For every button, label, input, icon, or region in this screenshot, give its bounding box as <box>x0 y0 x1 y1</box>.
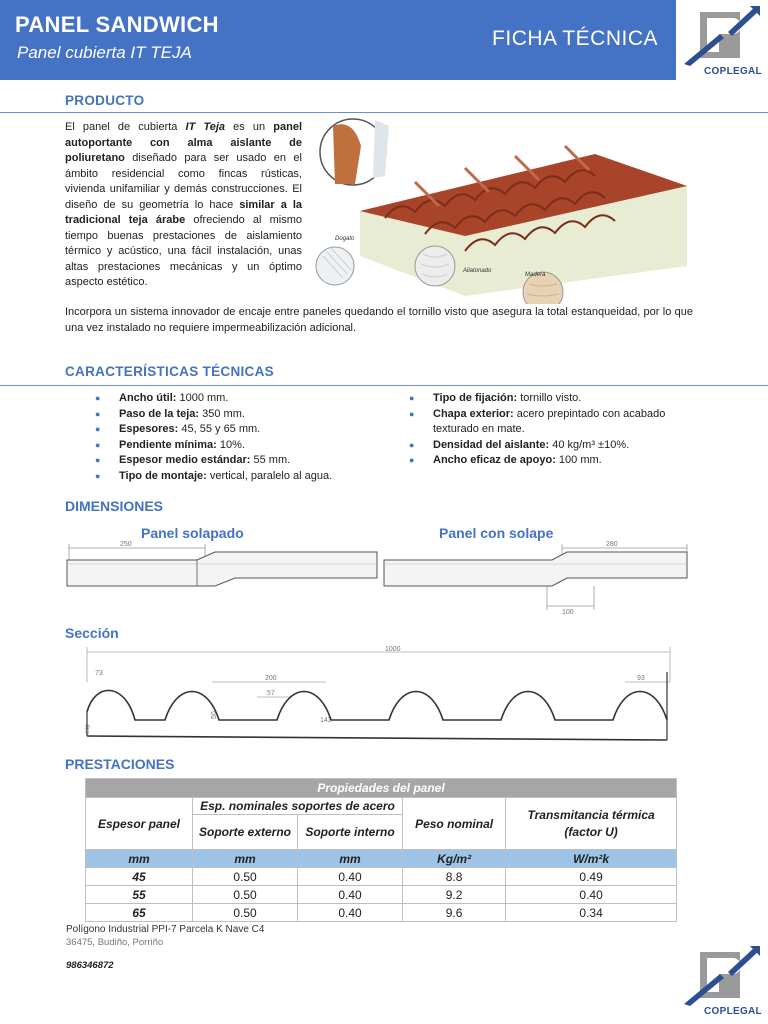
producto-heading: PRODUCTO <box>65 93 145 108</box>
header-esp-nominales: Esp. nominales soportes de acero <box>193 798 403 815</box>
producto-text-segment: es un <box>225 121 274 133</box>
caracteristicas-list-left <box>95 391 385 485</box>
caracteristica-item <box>95 422 385 438</box>
caracteristica-value: acero prepintado con acabado texturado en mate. <box>433 407 666 436</box>
bullet-icon: ● <box>95 455 101 466</box>
unit-cell: mm <box>193 850 298 868</box>
coplegal-logo-bottom <box>680 944 764 1020</box>
caracteristica-label: Densidad del aislante: <box>433 438 550 451</box>
panel-con-solape-drawing <box>382 538 692 616</box>
caracteristica-value: 1000 mm. <box>176 392 229 404</box>
table-title: Propiedades del panel <box>86 779 677 798</box>
table-cell: 0.40 <box>298 886 403 904</box>
panel-solapado-drawing <box>65 538 381 616</box>
table-cell: 0.50 <box>193 904 298 922</box>
dim-93: 93 <box>637 675 645 682</box>
producto-text-segment: ofreciendo al mismo tiempo buenas prestaciones de aislamiento térmico y acústico, una fácil instalación, unas altas prestaciones mecánicas y un óptimo aspecto estético. <box>65 214 302 288</box>
coplegal-logo-icon <box>680 4 764 68</box>
prestaciones-table <box>85 778 677 922</box>
caracteristica-label: Ancho eficaz de apoyo: <box>433 454 556 467</box>
producto-text-segment: IT Teja <box>185 121 226 133</box>
bullet-icon: ● <box>95 408 101 419</box>
panel-solapado-title: Panel solapado <box>141 525 244 541</box>
table-row <box>86 886 677 904</box>
caracteristica-label: Paso de la teja: <box>119 407 200 420</box>
caracteristica-value: tornillo visto. <box>517 392 582 404</box>
dim-100: 100 <box>562 609 574 616</box>
unit-cell: mm <box>86 850 193 868</box>
section-rule <box>0 385 768 386</box>
coplegal-logo-icon <box>680 944 764 1008</box>
logo-wordmark: COPLEGAL <box>704 66 762 77</box>
caracteristica-label: Espesor medio estándar: <box>119 454 251 467</box>
header-bar <box>0 0 676 80</box>
bullet-icon: ● <box>95 393 101 403</box>
table-cell: 45 <box>86 868 193 886</box>
dimensiones-heading: DIMENSIONES <box>65 498 164 514</box>
caracteristica-label: Tipo de fijación: <box>433 392 518 404</box>
producto-text-segment: panel autoportante con alma aislante de poliuretano <box>65 121 302 164</box>
caracteristica-item <box>95 453 385 469</box>
unit-cell: Kg/m² <box>403 850 506 868</box>
producto-encaje-text: Incorpora un sistema innovador de encaje entre paneles quedando el tornillo visto que asegura la total estanqueidad, por lo que una vez instalado no requiere impermeabilización adicional. <box>65 306 693 334</box>
caracteristica-label: Tipo de montaje: <box>119 469 207 482</box>
panel-con-solape-title: Panel con solape <box>439 525 554 541</box>
table-cell: 0.40 <box>298 868 403 886</box>
header-espesor-panel: Espesor panel <box>86 798 193 850</box>
bullet-icon: ● <box>95 424 101 435</box>
caracteristica-label: Chapa exterior: <box>433 407 514 420</box>
label-aliatonado: Aliatonado <box>463 268 492 274</box>
table-row <box>86 904 677 922</box>
caracteristica-item <box>409 438 694 454</box>
caracteristica-label: Espesores: <box>119 423 179 436</box>
header-soporte-externo: Soporte externo <box>193 815 298 850</box>
table-cell: 0.50 <box>193 868 298 886</box>
document-subtitle: Panel cubierta IT TEJA <box>17 43 192 62</box>
header-peso-nominal: Peso nominal <box>403 798 506 850</box>
dim-57: 57 <box>267 690 275 697</box>
label-madera: Madera <box>525 272 546 278</box>
bullet-icon: ● <box>95 470 101 481</box>
units-row <box>86 850 677 868</box>
table-cell: 0.49 <box>506 868 677 886</box>
producto-description <box>65 120 302 291</box>
producto-text-segment: similar a la tradicional teja árabe <box>65 198 302 226</box>
table-cell: 65 <box>86 904 193 922</box>
header-soporte-interno: Soporte interno <box>298 815 403 850</box>
caracteristica-item <box>95 438 385 454</box>
bullet-icon: ● <box>409 455 415 466</box>
seccion-heading: Sección <box>65 625 119 641</box>
caracteristica-item <box>95 469 385 485</box>
caracteristica-value: 40 kg/m³ ±10%. <box>549 438 630 451</box>
caracteristica-item <box>409 391 694 407</box>
caracteristica-value: 55 mm. <box>250 454 291 467</box>
table-cell: 55 <box>86 886 193 904</box>
caracteristica-value: 45, 55 y 65 mm. <box>178 423 261 436</box>
dim-esp: esp <box>85 724 91 734</box>
section-rule <box>0 112 768 113</box>
table-cell: 0.34 <box>506 904 677 922</box>
logo-wordmark: COPLEGAL <box>704 1006 762 1017</box>
producto-text-segment: El panel de cubierta <box>65 121 186 133</box>
bullet-icon: ● <box>409 408 415 419</box>
table-row <box>86 868 677 886</box>
header-transmitancia: Transmitancia térmica (factor U) <box>506 798 677 850</box>
label-dogato: Dogato <box>335 236 355 242</box>
table-cell: 8.8 <box>403 868 506 886</box>
dim-50: 50 <box>211 711 218 719</box>
bullet-icon: ● <box>95 439 101 450</box>
caracteristica-label: Ancho útil: <box>119 392 177 404</box>
table-cell: 0.40 <box>298 904 403 922</box>
coplegal-logo-top <box>680 4 764 80</box>
document-title: PANEL SANDWICH <box>15 12 219 37</box>
bullet-icon: ● <box>409 393 415 403</box>
unit-cell: W/m²k <box>506 850 677 868</box>
product-illustration <box>315 116 690 304</box>
caracteristicas-heading: CARACTERÍSTICAS TÉCNICAS <box>65 364 274 379</box>
seccion-drawing <box>65 642 693 747</box>
caracteristica-item <box>95 391 385 407</box>
footer-phone: 986346872 <box>66 960 114 971</box>
producto-text-segment: diseñado para ser usado en el ámbito residencial como fincas rústicas, vivienda unifamiliar y demás construcciones. El diseño de su geometría lo hace <box>65 152 302 211</box>
footer-address: Polígono Industrial PPI-7 Parcela K Nave C4 <box>66 924 265 935</box>
caracteristica-item <box>409 407 694 438</box>
caracteristica-value: 350 mm. <box>199 407 245 420</box>
unit-cell: mm <box>298 850 403 868</box>
caracteristica-value: 100 mm. <box>555 454 602 467</box>
table-cell: 9.2 <box>403 886 506 904</box>
prestaciones-heading: PRESTACIONES <box>65 756 175 772</box>
caracteristica-item <box>409 453 694 469</box>
dim-1000: 1000 <box>385 646 401 653</box>
table-cell: 0.50 <box>193 886 298 904</box>
caracteristicas-list-right <box>409 391 694 469</box>
bullet-icon: ● <box>409 439 415 450</box>
ficha-tecnica-label: FICHA TÉCNICA <box>492 27 658 50</box>
caracteristica-item <box>95 407 385 423</box>
table-cell: 9.6 <box>403 904 506 922</box>
table-cell: 0.40 <box>506 886 677 904</box>
dim-280: 280 <box>606 541 618 548</box>
dim-143: 143 <box>320 717 332 724</box>
caracteristica-label: Pendiente mínima: <box>119 438 217 451</box>
dim-200: 200 <box>265 675 277 682</box>
footer-city: 36475, Budiño, Porriño <box>66 937 164 948</box>
dim-250: 250 <box>120 541 132 548</box>
caracteristica-value: 10%. <box>216 438 245 451</box>
caracteristica-value: vertical, paralelo al agua. <box>206 469 333 482</box>
dim-73: 73 <box>95 670 103 677</box>
